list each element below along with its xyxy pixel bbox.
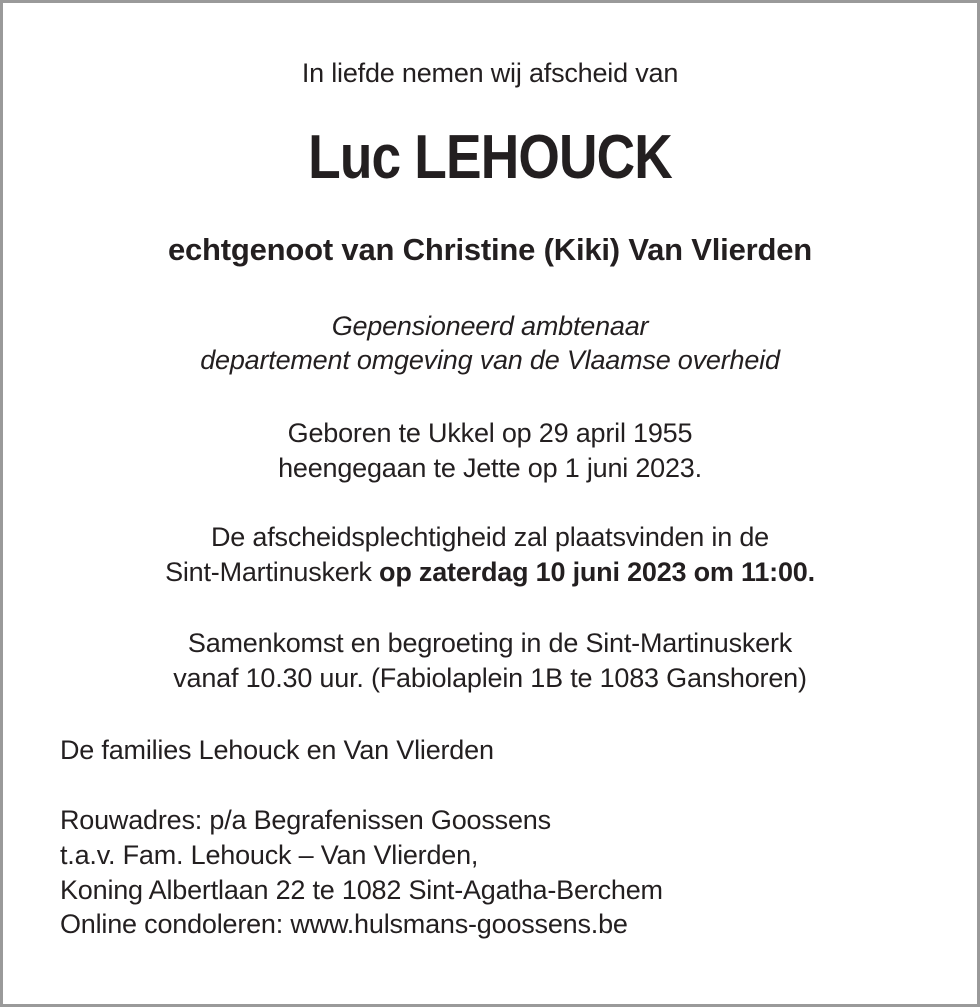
death-line: heengegaan te Jette op 1 juni 2023. [278,453,702,483]
address-line-2: t.a.v. Fam. Lehouck – Van Vlierden, [60,840,479,870]
gathering-line-2: vanaf 10.30 uur. (Fabiolaplein 1B te 1083 Ganshoren) [173,663,807,693]
ceremony-datetime: op zaterdag 10 juni 2023 om 11:00. [379,557,815,587]
occupation-line-2: departement omgeving van de Vlaamse overheid [200,345,780,375]
address-line-3: Koning Albertlaan 22 te 1082 Sint-Agatha-Berchem [60,875,663,905]
ceremony-line-1: De afscheidsplechtigheid zal plaatsvinden in de [211,522,769,552]
deceased-name: Luc LEHOUCK [308,123,672,192]
condolence-line: Online condoleren: www.hulsmans-goossens.be [60,909,628,939]
spouse-line: echtgenoot van Christine (Kiki) Van Vlierden [167,232,813,267]
ceremony-line-2 [3,556,977,588]
birth-line: Geboren te Ukkel op 29 april 1955 [287,418,693,448]
gathering-line-1: Samenkomst en begroeting in de Sint-Martinuskerk [187,628,793,658]
intro-text: In liefde nemen wij afscheid van [301,58,679,88]
address-line-1: Rouwadres: p/a Begrafenissen Goossens [60,805,551,835]
occupation-line-1: Gepensioneerd ambtenaar [331,311,649,341]
ceremony-place: Sint-Martinuskerk [165,557,372,587]
families-line: De families Lehouck en Van Vlierden [60,735,494,765]
